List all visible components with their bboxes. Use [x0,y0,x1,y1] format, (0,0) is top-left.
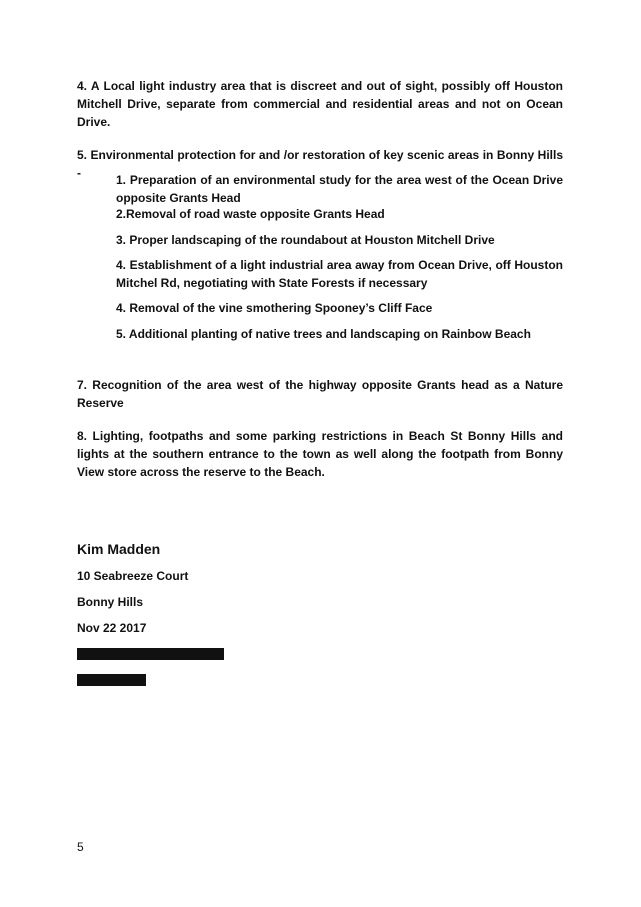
signature-date: Nov 22 2017 [77,621,147,635]
subitem-vine-removal: 4. Removal of the vine smothering Spooney’s Cliff Face [116,301,433,315]
page-number: 5 [77,840,84,854]
subitem-light-industrial-area: 4. Establishment of a light industrial area away from Ocean Drive, off Houston Mitchel Rd, negotiating with State Forests if necessary [116,258,563,290]
item-7-nature-reserve: 7. Recognition of the area west of the highway opposite Grants head as a Nature Reserve [77,378,563,410]
subitem-roundabout-landscaping: 3. Proper landscaping of the roundabout at Houston Mitchell Drive [116,233,495,247]
signature-address: 10 Seabreeze Court [77,569,189,583]
redaction-bar [77,648,224,660]
subitem-road-waste: 2.Removal of road waste opposite Grants Head [116,207,385,221]
subitem-environmental-study: 1. Preparation of an environmental study for the area west of the Ocean Drive opposite Grants Head [116,173,563,205]
signature-name: Kim Madden [77,541,161,557]
item-5-environmental-protection: 5. Environmental protection for and /or restoration of key scenic areas in Bonny Hills - [77,148,563,180]
item-8-lighting-footpaths: 8. Lighting, footpaths and some parking restrictions in Beach St Bonny Hills and lights at the southern entrance to the town as well along the footpath from Bonny View store across the reserve to the Beach. [77,429,563,479]
redaction-bar [77,674,146,686]
item-4-industry-area: 4. A Local light industry area that is discreet and out of sight, possibly off Houston Mitchell Drive, separate from commercial and residential areas and not on Ocean Drive. [77,79,563,129]
subitem-rainbow-beach-planting: 5. Additional planting of native trees and landscaping on Rainbow Beach [116,327,531,341]
signature-suburb: Bonny Hills [77,595,144,609]
